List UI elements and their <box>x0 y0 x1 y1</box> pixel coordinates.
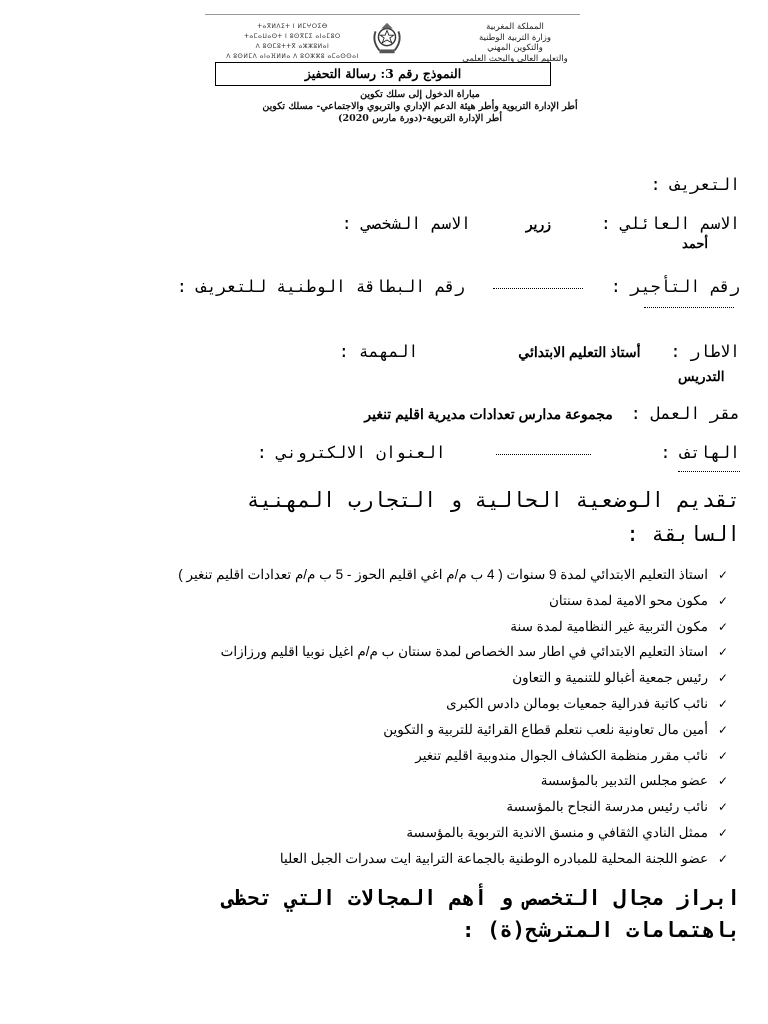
check-icon: ✓ <box>717 774 728 789</box>
workplace-value: مجموعة مدارس تعدادات مديرية اقليم تنغير <box>364 406 613 422</box>
ministry-tifinagh-line: ⴷ ⵓⵙⵍⵎⴷ ⴰⵏⴰⴼⵍⵍⴰ ⴷ ⵓⵔⵣⵣⵓ ⴰⵎⴰⵙⵙⴰⵏ <box>226 53 359 60</box>
check-icon: ✓ <box>717 671 728 686</box>
list-item-text: استاذ التعليم الابتدائي في اطار سد الخصاص لمدة سنتان ب م/م اغيل نوبيا اقليم ورزازات <box>220 644 708 660</box>
list-item-text: مكون محو الامية لمدة سنتان <box>548 592 708 608</box>
check-icon: ✓ <box>717 645 728 660</box>
experience-title: تقديم الوضعية الحالية و التجارب المهنية <box>246 488 740 512</box>
specialization-title: ابراز مجال التخصص و أهم المجالات التي تحظى <box>221 886 740 910</box>
workplace-row <box>364 404 740 423</box>
ministry-tifinagh <box>205 22 380 62</box>
ministry-line: والتعليم العالي والبحث العلمي <box>462 53 568 64</box>
family-name-label: الاسم العائلي : <box>600 214 740 233</box>
list-item <box>8 665 728 691</box>
national-id-field[interactable] <box>644 306 734 308</box>
list-item-text: نائب رئيس مدرسة النجاح بالمؤسسة <box>506 799 708 815</box>
first-name-label: الاسم الشخصي : <box>341 214 471 233</box>
task-value: التدريس <box>678 369 725 384</box>
check-icon: ✓ <box>717 619 728 634</box>
ministry-tifinagh-line: ⵜⴰⵎⴰⵡⴰⵙⵜ ⵏ ⵓⵙⴳⵎⵉ ⴰⵏⴰⵎⵓⵔ <box>244 33 341 40</box>
list-item-text: استاذ التعليم الابتدائي لمدة 9 سنوات ( 4 ب م/م اغي اقليم الحوز - 5 ب م/م تعدادات اقليم تنغير ) <box>178 567 708 582</box>
list-item <box>8 743 728 769</box>
list-item <box>8 846 728 872</box>
identification-title: التعريف : <box>650 175 740 194</box>
name-row <box>40 214 740 233</box>
experience-title-cont: السابقة : <box>626 522 740 546</box>
ministry-line: وزارة التربية الوطنية <box>478 32 552 43</box>
id-row <box>100 277 740 315</box>
specialization-title-cont: باهتمامات المترشح(ة) : <box>461 918 740 942</box>
list-item-text: رئيس جمعية أغبالو للتنمية و التعاون <box>512 670 708 686</box>
workplace-label: مقر العمل : <box>630 404 740 423</box>
subtitle-line: أطر الإدارة التربوية-(دورة مارس 2020) <box>337 113 503 124</box>
ministry-line: والتكوين المهني <box>487 43 543 53</box>
list-item-text: عضو مجلس التدبير بالمؤسسة <box>540 773 708 789</box>
ministry-line: المملكة المغربية <box>486 22 544 32</box>
list-item <box>8 820 728 846</box>
frame-label: الاطار : <box>670 342 740 361</box>
list-item <box>8 562 728 588</box>
check-icon: ✓ <box>717 851 728 866</box>
list-item-text: ممثل النادي الثقافي و منسق الاندية التربوية بالمؤسسة <box>406 824 708 840</box>
check-icon: ✓ <box>717 748 728 763</box>
subtitle-line: مباراة الدخول إلى سلك تكوين <box>360 89 480 100</box>
model-title: النموذج رقم 3: رسالة التحفيز <box>215 62 551 86</box>
list-item <box>8 794 728 820</box>
ministry-arabic <box>455 22 575 64</box>
check-icon: ✓ <box>717 696 728 711</box>
list-item <box>8 588 728 614</box>
experience-list <box>8 562 728 872</box>
list-item <box>8 691 728 717</box>
ministry-tifinagh-line: ⴷ ⵓⵙⵎⵓⵜⵜⴳ ⴰⵣⵣⵓⵍⴰⵏ <box>255 43 330 50</box>
list-item <box>8 614 728 640</box>
frame-row <box>30 342 740 361</box>
phone-field[interactable] <box>496 453 591 455</box>
list-item-text: نائب مقرر منظمة الكشاف الجوال مندوبية اقليم تنغير <box>415 747 708 763</box>
task-label: المهمة : <box>338 342 419 361</box>
frame-value: أستاذ التعليم الابتدائي <box>518 344 641 360</box>
pay-number-label: رقم التأجير : <box>610 277 740 296</box>
ministry-tifinagh-line: ⵜⴰⴳⵍⴷⵉⵜ ⵏ ⵍⵎⵖⵔⵉⴱ <box>257 23 328 30</box>
list-item-text: نائب كاتبة فدرالية جمعيات بومالن دادس الكبرى <box>446 695 708 711</box>
family-name-value: زرير <box>525 216 551 232</box>
list-item-text: عضو اللجنة المحلية للمبادره الوطنية بالجماعة الترابية ايت سدرات الجبل العليا <box>279 850 708 866</box>
check-icon: ✓ <box>717 568 728 582</box>
check-icon: ✓ <box>717 593 728 608</box>
email-label: العنوان الالكتروني : <box>256 443 446 462</box>
header-rule <box>205 14 580 15</box>
check-icon: ✓ <box>717 722 728 737</box>
list-item-text: أمين مال تعاونية نلعب نتعلم قطاع القرائية للتربية و التكوين <box>383 721 708 737</box>
list-item <box>8 768 728 794</box>
email-field[interactable] <box>678 470 740 472</box>
national-id-label: رقم البطاقة الوطنية للتعريف : <box>176 277 465 296</box>
pay-number-field[interactable] <box>493 287 583 289</box>
check-icon: ✓ <box>717 825 728 840</box>
phone-label: الهاتف : <box>660 443 740 462</box>
list-item <box>8 639 728 665</box>
first-name-value: أحمد <box>682 236 708 251</box>
list-item-text: مكون التربية غير النظامية لمدة سنة <box>510 618 708 634</box>
contact-row <box>40 443 740 462</box>
subtitle-line: أطر الإدارة التربوية وأطر هيئة الدعم الإداري والتربوي والاجتماعي- مسلك تكوين <box>262 101 578 112</box>
list-item <box>8 717 728 743</box>
check-icon: ✓ <box>717 800 728 815</box>
